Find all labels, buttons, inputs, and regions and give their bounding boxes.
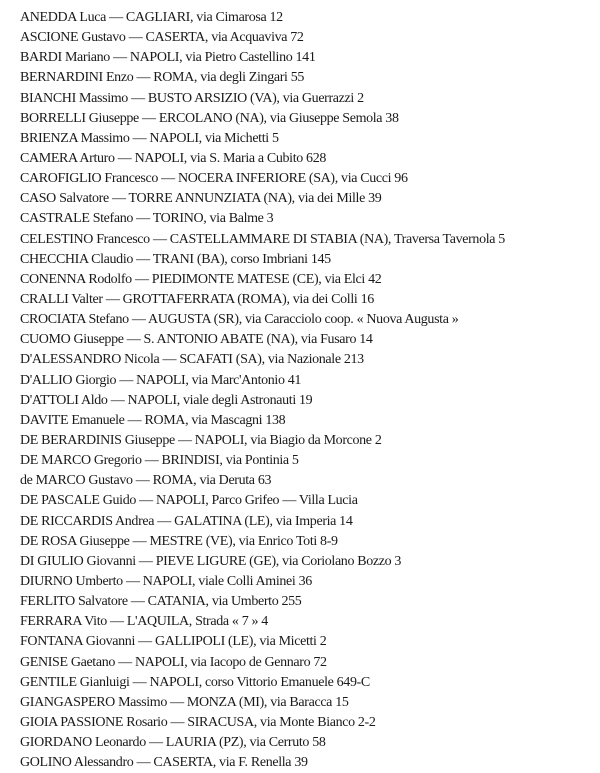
list-item: CASTRALE Stefano — TORINO, via Balme 3: [20, 211, 274, 227]
list-item: GOLINO Alessandro — CASERTA, via F. Renella 39: [20, 755, 308, 771]
list-item: ASCIONE Gustavo — CASERTA, via Acquaviva 72: [20, 30, 304, 46]
list-item: BORRELLI Giuseppe — ERCOLANO (NA), via Giuseppe Semola 38: [20, 110, 399, 126]
list-item: BIANCHI Massimo — BUSTO ARSIZIO (VA), via Guerrazzi 2: [20, 90, 364, 106]
list-item: BERNARDINI Enzo — ROMA, via degli Zingari 55: [20, 70, 305, 86]
list-item: CELESTINO Francesco — CASTELLAMMARE DI STABIA (NA), Traversa Tavernola 5: [20, 231, 505, 247]
list-item: FERLITO Salvatore — CATANIA, via Umberto 255: [20, 594, 302, 610]
list-item: DE BERARDINIS Giuseppe — NAPOLI, via Biagio da Morcone 2: [20, 432, 382, 448]
list-item: DI GIULIO Giovanni — PIEVE LIGURE (GE), via Coriolano Bozzo 3: [20, 553, 402, 569]
list-item: CHECCHIA Claudio — TRANI (BA), corso Imbriani 145: [20, 251, 331, 267]
list-item: BRIENZA Massimo — NAPOLI, via Michetti 5: [20, 130, 279, 146]
list-item: GENTILE Gianluigi — NAPOLI, corso Vittorio Emanuele 649-C: [20, 674, 370, 690]
list-item: D'ATTOLI Aldo — NAPOLI, viale degli Astronauti 19: [20, 392, 313, 408]
list-item: GENISE Gaetano — NAPOLI, via Iacopo de Gennaro 72: [20, 654, 327, 670]
list-item: D'ALLIO Giorgio — NAPOLI, via Marc'Antonio 41: [20, 372, 302, 388]
list-item: DE MARCO Gregorio — BRINDISI, via Pontinia 5: [20, 453, 299, 469]
address-list: [20, 8, 600, 773]
list-item: FONTANA Giovanni — GALLIPOLI (LE), via Micetti 2: [20, 634, 327, 650]
list-item: DE ROSA Giuseppe — MESTRE (VE), via Enrico Toti 8-9: [20, 533, 338, 549]
list-item: CASO Salvatore — TORRE ANNUNZIATA (NA), via dei Mille 39: [20, 191, 382, 207]
list-item: CRALLI Valter — GROTTAFERRATA (ROMA), via dei Colli 16: [20, 291, 374, 307]
list-item: de MARCO Gustavo — ROMA, via Deruta 63: [20, 473, 272, 489]
list-item: CROCIATA Stefano — AUGUSTA (SR), via Caracciolo coop. « Nuova Augusta »: [20, 312, 459, 328]
list-item: ANEDDA Luca — CAGLIARI, via Cimarosa 12: [20, 10, 283, 25]
list-item: D'ALESSANDRO Nicola — SCAFATI (SA), via Nazionale 213: [20, 352, 364, 368]
list-item: DE PASCALE Guido — NAPOLI, Parco Grifeo — Villa Lucia: [20, 493, 358, 509]
list-item: CAROFIGLIO Francesco — NOCERA INFERIORE (SA), via Cucci 96: [20, 171, 408, 187]
list-item: BARDI Mariano — NAPOLI, via Pietro Castellino 141: [20, 50, 316, 66]
list-item: CUOMO Giuseppe — S. ANTONIO ABATE (NA), via Fusaro 14: [20, 332, 373, 348]
list-item: CAMERA Arturo — NAPOLI, via S. Maria a Cubito 628: [20, 150, 327, 166]
list-item: GIANGASPERO Massimo — MONZA (MI), via Baracca 15: [20, 694, 349, 710]
list-item: DIURNO Umberto — NAPOLI, viale Colli Aminei 36: [20, 573, 312, 589]
list-item: GIORDANO Leonardo — LAURIA (PZ), via Cerruto 58: [20, 735, 326, 751]
list-item: DAVITE Emanuele — ROMA, via Mascagni 138: [20, 412, 286, 428]
list-item: GIOIA PASSIONE Rosario — SIRACUSA, via Monte Bianco 2-2: [20, 714, 376, 730]
list-item: CONENNA Rodolfo — PIEDIMONTE MATESE (CE), via Elci 42: [20, 271, 382, 287]
list-item: FERRARA Vito — L'AQUILA, Strada « 7 » 4: [20, 614, 268, 630]
list-item: DE RICCARDIS Andrea — GALATINA (LE), via Imperia 14: [20, 513, 353, 529]
